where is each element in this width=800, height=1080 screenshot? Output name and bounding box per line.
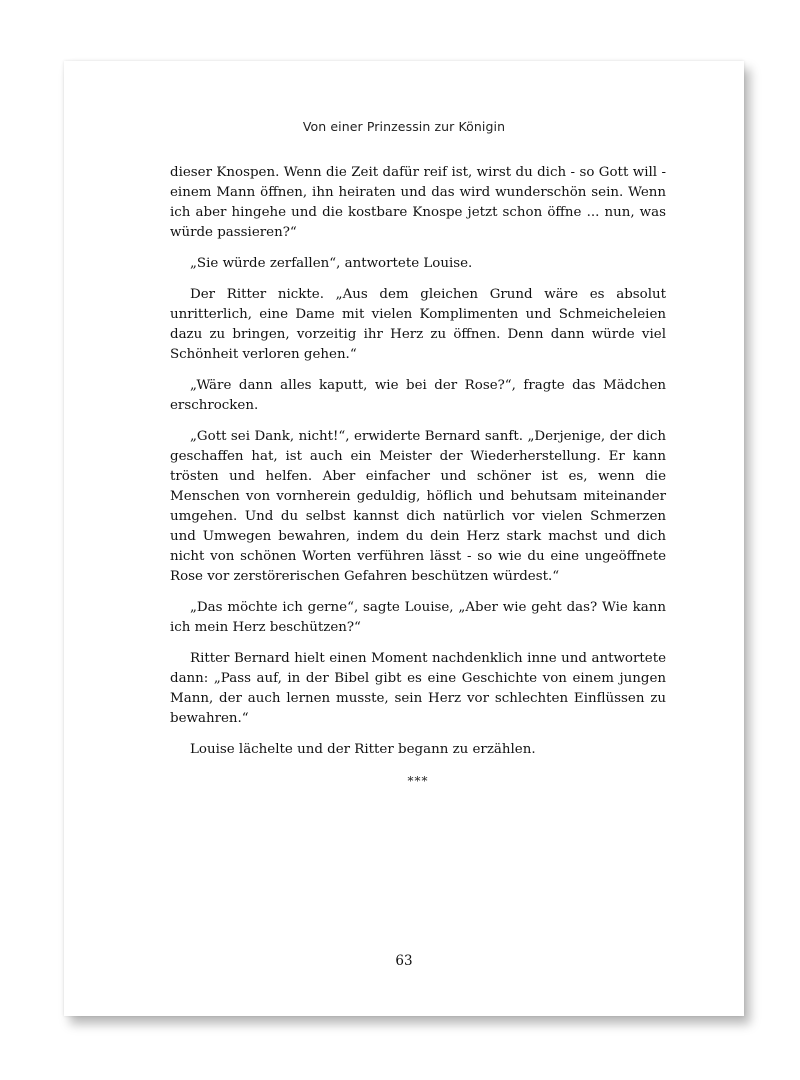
running-title: Von einer Prinzessin zur Königin [302, 119, 506, 134]
paragraph-8: Louise lächelte und der Ritter begann zu erzählen. [190, 742, 536, 757]
paragraph-1: dieser Knospen. Wenn die Zeit dafür reif ist, wirst du dich - so Gott will - einem Mann öffnen, ihn heiraten und das wird wunderschön sein. Wenn ich aber hingehe und die kostbare Knospe jetzt schon öffne ... nun, was würde passieren?“ [170, 165, 666, 240]
section-separator: *** [407, 774, 429, 788]
paragraph-4: „Wäre dann alles kaputt, wie bei der Rose?“, fragte das Mädchen erschrocken. [170, 378, 666, 413]
book-page [64, 61, 744, 1016]
body-text [170, 163, 666, 791]
paragraph-7: Ritter Bernard hielt einen Moment nachdenklich inne und antwortete dann: „Pass auf, in der Bibel gibt es eine Geschichte von einem jungen Mann, der auch lernen musste, sein Herz vor schlechten Einflüssen zu bewahren.“ [170, 651, 666, 726]
paragraph-2: „Sie würde zerfallen“, antwortete Louise. [190, 256, 473, 271]
paragraph-6: „Das möchte ich gerne“, sagte Louise, „Aber wie geht das? Wie kann ich mein Herz beschützen?“ [170, 600, 666, 635]
paragraph-5: „Gott sei Dank, nicht!“, erwiderte Bernard sanft. „Derjenige, der dich geschaffen hat, ist auch ein Meister der Wiederherstellung. Er kann trösten und helfen. Aber einfacher und schöner ist es, wenn die Menschen von vornherein geduldig, höflich und behutsam miteinander umgehen. Und du selbst kannst dich natürlich vor vielen Schmerzen und Umwegen bewahren, indem du dein Herz stark machst und dich nicht von schönen Worten verführen lässt - so wie du eine ungeöffnete Rose vor zerstörerischen Gefahren beschützen würdest.“ [170, 429, 666, 584]
paragraph-3: Der Ritter nickte. „Aus dem gleichen Grund wäre es absolut unritterlich, eine Dame mit vielen Komplimenten und Schmeicheleien dazu zu bringen, vorzeitig ihr Herz zu öffnen. Denn dann würde viel Schönheit verloren gehen.“ [170, 287, 666, 362]
page-number: 63 [395, 953, 413, 969]
